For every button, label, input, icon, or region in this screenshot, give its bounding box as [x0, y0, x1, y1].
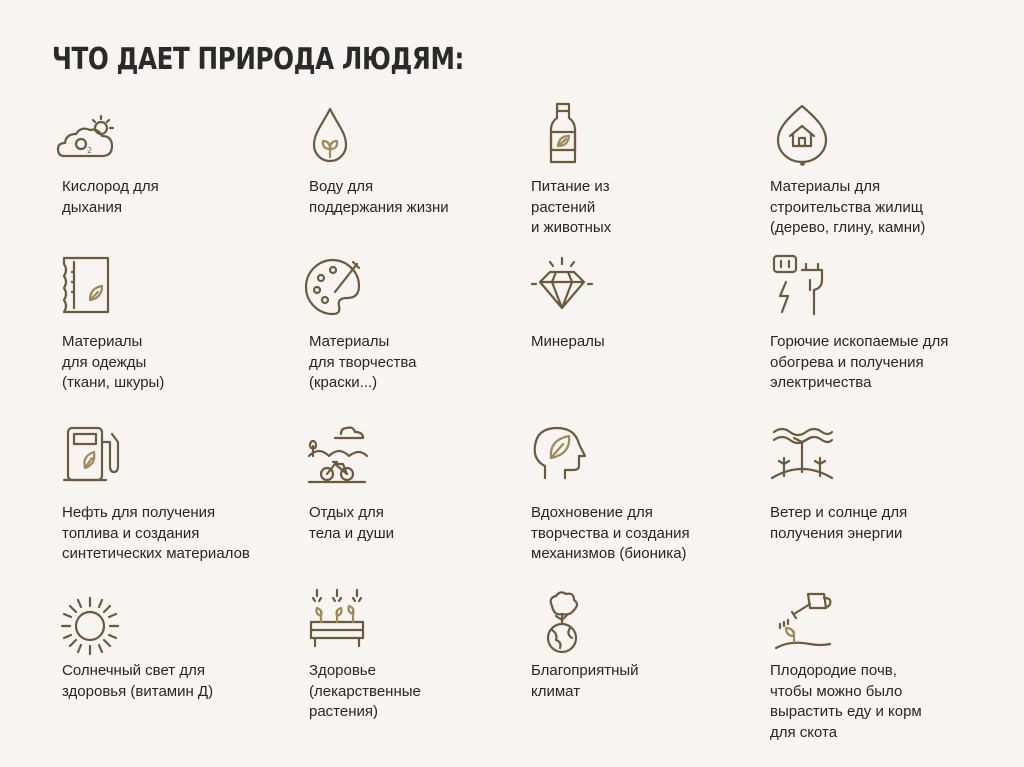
item-label: Здоровье (лекарственные растения)	[309, 662, 421, 720]
fuel-pump-icon	[60, 422, 124, 486]
item-label: Отдых для тела и души	[309, 504, 395, 542]
wind-turbine-icon	[770, 420, 834, 484]
item-label: Материалы для творчества (краски...)	[309, 333, 417, 391]
item-label: Ветер и солнце для получения энергии	[770, 504, 908, 542]
item-label: Нефть для получения топлива и создания синтетических материалов	[62, 504, 250, 562]
house-leaf-icon	[770, 102, 834, 166]
item-label: Воду для поддержания жизни	[309, 178, 449, 216]
item-label: Материалы для одежды (ткани, шкуры)	[62, 333, 165, 391]
svg-text:2: 2	[87, 146, 93, 155]
item-label: Питание из растений и животных	[531, 178, 612, 236]
item-label: Благоприятный климат	[531, 662, 639, 700]
diamond-icon	[530, 252, 594, 316]
fabric-icon	[54, 252, 118, 316]
item-label: Солнечный свет для здоровья (витамин Д)	[62, 662, 214, 700]
cloud-oxygen-icon	[54, 112, 118, 176]
water-drop-icon	[298, 103, 362, 167]
item-label: Горючие ископаемые для обогрева и получения электричества	[770, 333, 949, 391]
item-label: Минералы	[531, 333, 605, 350]
bottle-icon	[531, 100, 595, 164]
globe-tree-icon	[530, 590, 594, 654]
item-label: Кислород для дыхания	[62, 178, 159, 216]
plug-icon	[770, 252, 834, 316]
item-label: Материалы для строительства жилищ (дерево, глину, камни)	[770, 178, 926, 236]
item-label: Плодородие почв, чтобы можно было вырастить еду и корм для скота	[770, 662, 922, 741]
item-label: Вдохновение для творчества и создания механизмов (бионика)	[531, 504, 690, 562]
watering-can-icon	[770, 586, 834, 650]
greenhouse-plants-icon	[305, 586, 369, 650]
sun-icon	[58, 594, 122, 658]
palette-icon	[301, 254, 365, 318]
landscape-bike-icon	[305, 420, 369, 484]
page-title: ЧТО ДАЕТ ПРИРОДА ЛЮДЯМ:	[52, 42, 464, 77]
head-leaf-icon	[527, 420, 591, 484]
